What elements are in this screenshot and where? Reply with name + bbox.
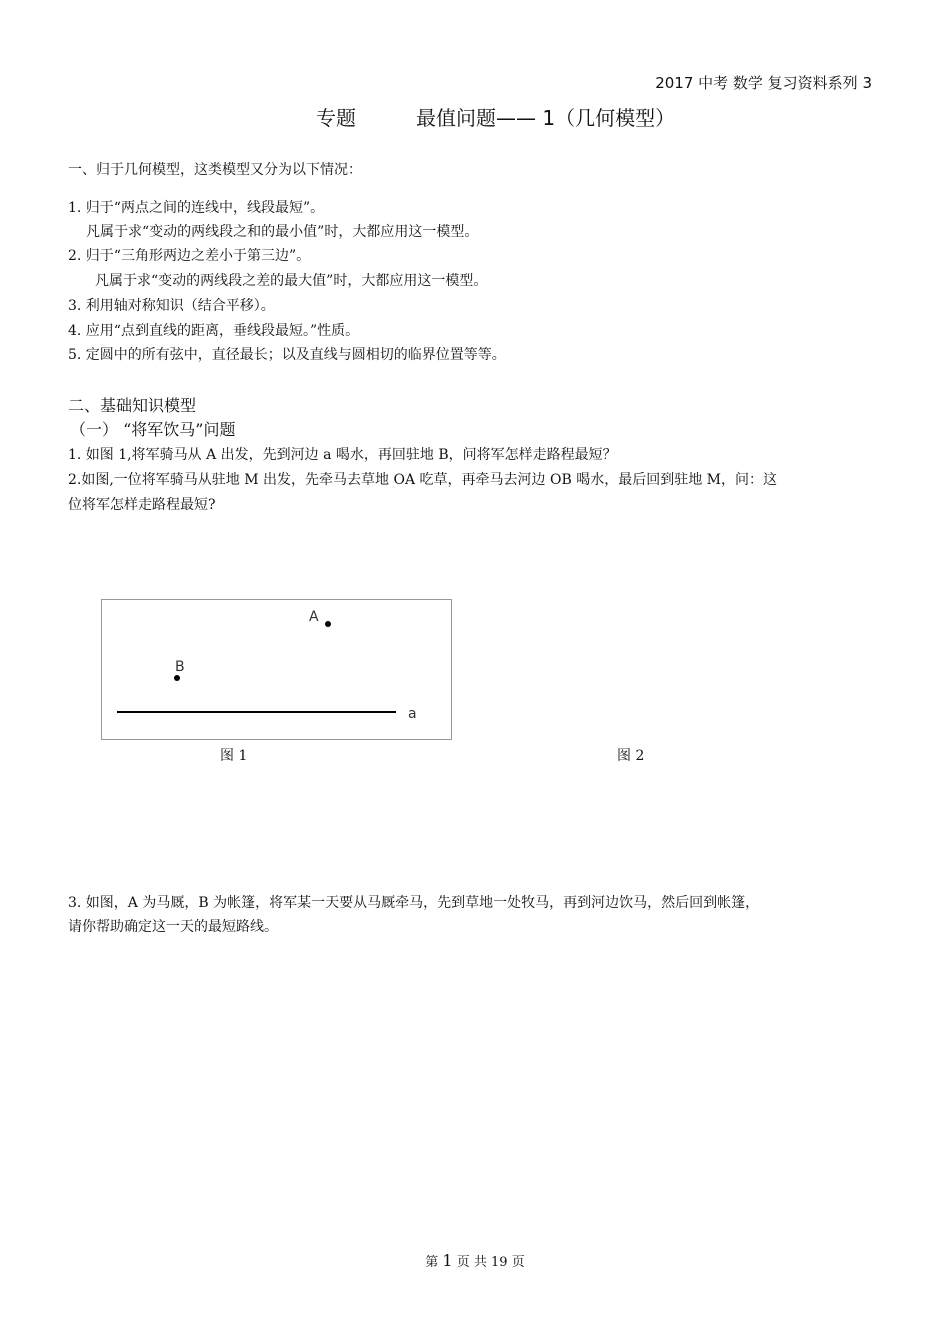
point-b — [174, 675, 180, 681]
s1-line-4: 凡属于求“变动的两线段之差的最大值”时，大都应用这一模型。 — [95, 273, 488, 289]
s1-line-3: 2. 归于“三角形两边之差小于第三边”。 — [68, 248, 311, 264]
figure-1 — [101, 599, 452, 740]
footer-prefix: 第 — [425, 1255, 439, 1270]
title-topic: 专题 — [316, 106, 356, 130]
line-a-label: a — [408, 706, 417, 722]
footer-suffix: 页 — [511, 1255, 525, 1270]
question-1: 1. 如图 1,将军骑马从 A 出发，先到河边 a 喝水，再回驻地 B，问将军怎样走路程最短？ — [68, 447, 617, 463]
section1-heading: 一、归于几何模型，这类模型又分为以下情况： — [68, 162, 362, 178]
series-header: 2017 中考 数学 复习资料系列 3 — [655, 74, 872, 92]
footer-middle: 页 共 — [456, 1255, 487, 1270]
s1-line-2: 凡属于求“变动的两线段之和的最小值”时，大都应用这一模型。 — [86, 224, 479, 240]
s1-line-6: 4. 应用“点到直线的距离，垂线段最短。”性质。 — [68, 323, 360, 339]
point-a-label: A — [309, 609, 319, 625]
question-2-line-2: 位将军怎样走路程最短? — [68, 497, 216, 513]
footer-page-number: 1 — [442, 1251, 453, 1270]
point-b-label: B — [175, 659, 185, 675]
section2-subheading: （一） “将军饮马”问题 — [70, 420, 236, 439]
s1-line-1: 1. 归于“两点之间的连线中，线段最短”。 — [68, 200, 325, 216]
question-2-line-1: 2.如图,一位将军骑马从驻地 M 出发，先牵马去草地 OA 吃草，再牵马去河边 OB 喝水，最后回到驻地 M，问：这 — [68, 472, 777, 488]
s1-line-5: 3. 利用轴对称知识（结合平移）。 — [68, 298, 275, 314]
section2-heading: 二、基础知识模型 — [68, 396, 197, 415]
point-a — [325, 621, 331, 627]
question-3-line-2: 请你帮助确定这一天的最短路线。 — [68, 919, 278, 935]
figure-1-diagram — [102, 600, 451, 739]
question-3-line-1: 3. 如图，A 为马厩，B 为帐篷，将军某一天要从马厩牵马，先到草地一处牧马，再到河边饮马，然后回到帐篷， — [68, 895, 760, 911]
s1-line-7: 5. 定圆中的所有弦中，直径最长；以及直线与圆相切的临界位置等等。 — [68, 347, 506, 363]
figure-1-caption: 图 1 — [220, 748, 248, 764]
footer-total-pages: 19 — [491, 1255, 508, 1270]
title-main: 最值问题—— 1（几何模型） — [416, 106, 676, 130]
figure-2-caption: 图 2 — [617, 748, 645, 764]
page-footer — [0, 1251, 950, 1270]
